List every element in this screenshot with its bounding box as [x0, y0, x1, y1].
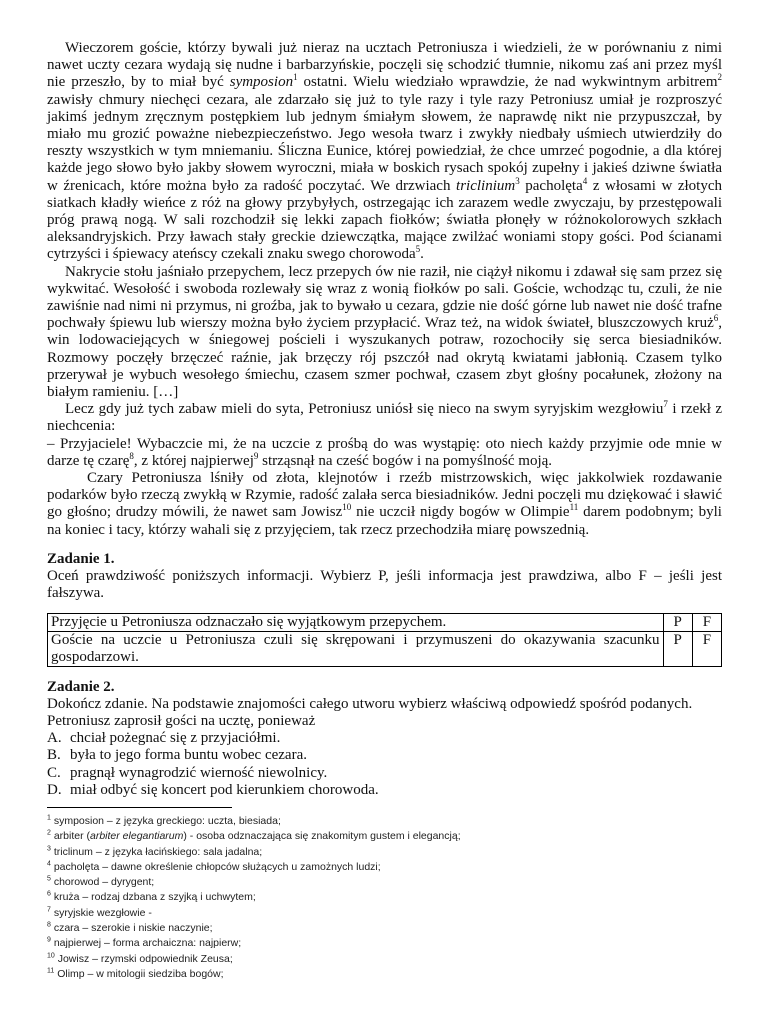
option-a[interactable] — [47, 730, 722, 747]
footnotes — [47, 814, 722, 982]
option-letter: D. — [47, 781, 62, 798]
footnote: $^2$ arbiter (arbiter elegantiarum) - osoba odznaczająca się znakomitym gustem i elegancją; — [47, 829, 461, 843]
footnote: $^1$ symposion – z języka greckiego: uczta, biesiada; — [47, 814, 281, 827]
footnote: $^9$ najpierwej – forma archaiczna: najpierw; — [47, 936, 242, 950]
task2-options — [47, 730, 722, 799]
task1-instruction: Oceń prawdziwość poniższych informacji. Wybierz P, jeśli informacja jest prawdziwa, albo F – jeśli jest fałszywa. — [47, 568, 722, 602]
passage-paragraph-5: Czary Petroniusza lśniły od złota, klejnotów i rzeźb mistrzowskich, więc jakkolwiek rozdawanie podarków było rzeczą zwykłą w Rzymie, radość zalała serca biesiadników. Jedni poczęli mu dziękować i sławić go głośno; drudzy mówili, że nawet sam Jowisz$^{10}$ nie uczcił nigdy bogów w Olimpie$^{11}$ darem podobnym; byli na koniec i tacy, którzy wahali się z przyjęciem, tak rzecz przechodziła miarę powszednią. — [47, 470, 722, 538]
option-text: pragnął wynagrodzić wierność niewolnicy. — [70, 764, 328, 781]
footnote-divider — [47, 807, 232, 808]
false-option[interactable]: F — [692, 631, 721, 666]
task2-instruction: Dokończ zdanie. Na podstawie znajomości całego utworu wybierz właściwą odpowiedź spośród podanych. — [47, 695, 693, 712]
option-text: miał odbyć się koncert pod kierunkiem chorowoda. — [70, 781, 379, 798]
task1-title: Zadanie 1. — [47, 550, 115, 567]
statement-cell: Goście na uczcie u Petroniusza czuli się skrępowani i przymuszeni do okazywania szacunku gospodarzowi. — [48, 631, 664, 666]
passage-paragraph-4: – Przyjaciele! Wybaczcie mi, że na uczcie z prośbą do was wystąpię: oto niech każdy przyjmie ode mnie w darze tę czarę$^8$, z której najpierwej$^9$ strząsnął na cześć bogów i na pomyślność moją. — [47, 435, 722, 469]
option-letter: C. — [47, 764, 61, 781]
option-letter: A. — [47, 730, 62, 747]
footnote: $^3$ triclinum – z języka łacińskiego: sala jadalna; — [47, 845, 263, 858]
false-option[interactable]: F — [692, 613, 721, 631]
passage-paragraph-1: Wieczorem goście, którzy bywali już nieraz na ucztach Petroniusza i wiedzieli, że w porównaniu z nimi nawet uczty cezara wydają się nudne i barbarzyńskie, poczęli się schodzić tłumnie, nikomu zaś ani przez myśl nie przeszło, by to miał być symposion$^1$ ostatni. Wielu wiedziało wprawdzie, że nad wykwintnym arbitrem$^2$ zawisły chmury niechęci cezara, ale zdarzało się już to tyle razy i tyle razy Petroniusz umiał je rozproszyć jakimś jednym zręcznym postępkiem lub jednym śmiałym słowem, że naprawdę nikt nie przypuszczał, by miało mu grozić poważne niebezpieczeństwo. Jego wesoła twarz i zwykły niedbały uśmiech utwierdziły do reszty wszystkich w tym mniemaniu. Śliczna Eunice, której powiedział, że chce umrzeć pogodnie, a dla której każde jego słowo było jakby słowem wyroczni, miała w boskich rysach spokój zupełny i jakieś dziwne światła w źrenicach, które można było za radość poczytać. We drzwiach triclinium$^3$ pacholęta$^4$ z włosami w złotych siatkach kładły wieńce z róż na głowy przybyłych, ostrzegając ich zarazem wedle zwyczaju, by przestępowali próg prawą nogą. W sali rozchodził się lekki zapach fiołków; światła płonęły w różnokolorowych szkłach aleksandryjskich. Przy ławach stały greckie dziewczątka, mające zwilżać woniami stopy gości. Pod ścianami cytrzyści i śpiewacy ateńscy czekali znaku swego chorowoda$^5$. — [47, 40, 723, 263]
task2-stem: Petroniusz zaprosił gości na ucztę, ponieważ — [47, 712, 316, 729]
option-c[interactable] — [47, 765, 722, 782]
footnote: $^4$ pacholęta – dawne określenie chłopców służących u zamożnych ludzi; — [47, 860, 381, 873]
passage-paragraph-3: Lecz gdy już tych zabaw mieli do syta, Petroniusz uniósł się nieco na swym syryjskim wezgłowiu$^7$ i rzekł z niechcenia: — [47, 399, 722, 435]
document-page — [47, 40, 722, 982]
true-option[interactable]: P — [663, 613, 692, 631]
option-text: była to jego forma buntu wobec cezara. — [70, 747, 307, 764]
table-row — [48, 631, 722, 666]
option-letter: B. — [47, 747, 61, 764]
footnote: $^6$ krużа – rodzaj dzbana z szyjką i uchwytem; — [47, 890, 256, 904]
option-text: chciał pożegnać się z przyjaciółmi. — [70, 730, 281, 747]
footnote: $^7$ syryjskie wezgłowie - — [47, 906, 152, 919]
footnote: $^8$ czara – szerokie i niskie naczynie; — [47, 921, 213, 934]
footnote: $^{11}$ Olimp – w mitologii siedziba bogów; — [47, 967, 224, 980]
footnote: $^{10}$ Jowisz – rzymski odpowiednik Zeusa; — [47, 952, 233, 965]
table-row — [48, 613, 722, 631]
task2-title: Zadanie 2. — [47, 678, 115, 695]
option-b[interactable] — [47, 747, 722, 764]
true-option[interactable]: P — [663, 631, 692, 666]
footnote: $^5$ chorowod – dyrygent; — [47, 875, 155, 889]
task1-table — [47, 613, 722, 667]
option-d[interactable] — [47, 782, 722, 799]
statement-cell: Przyjęcie u Petroniusza odznaczało się wyjątkowym przepychem. — [48, 613, 664, 631]
passage-paragraph-2: Nakrycie stołu jaśniało przepychem, lecz przepych ów nie raził, nie ciążył nikomu i zdawał się sam przez się wykwitać. Wesołość i swoboda rozlewały się wraz z wonią fiołków po sali. Goście, wchodząc tu, czuli, że nie zawiśnie nad nimi ni przymus, ni groźba, jak to bywało u cezara, gdzie nie dość górne lub nawet nie dość trafne pochwały śpiewu lub wierszy można było życiem przypłacić. Wraz też, na widok świateł, bluszczowych kruż$^6$, win lodowaciejących w śniegowej pościeli i wyszukanych potraw, rozochociły się serca biesiadników. Rozmowy poczęły brzęczeć raźnie, jak brzęczy rój pszczół nad okrytą kwiatami jabłonią. Czasem tylko przerywał je wybuch wesołego śmiechu, czasem szmer pochwał, czasem zbyt głośny pocałunek, złożony na białym ramieniu. […] — [47, 263, 722, 401]
